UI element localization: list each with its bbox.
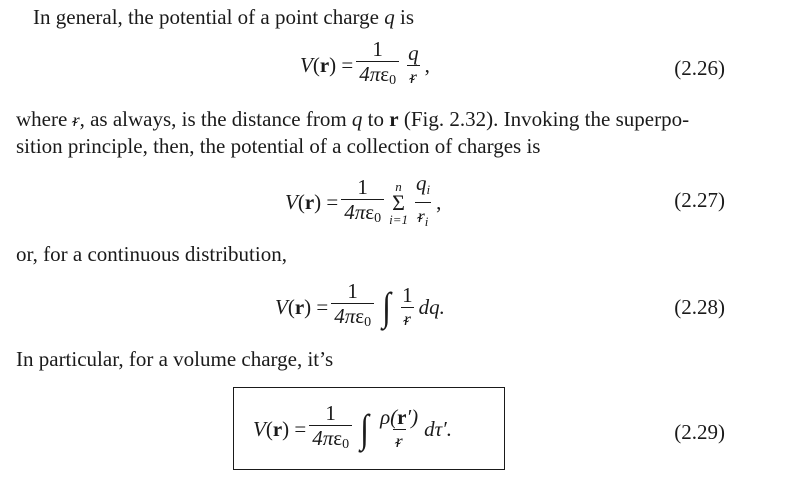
eq-lhs: V(r) =: [253, 416, 307, 441]
eq-number: (2.26): [674, 56, 725, 80]
paragraph-1-line-2: sition principle, then, the potential of a collection of charges is: [16, 134, 541, 158]
eq-lhs: V(r) =: [275, 294, 329, 319]
equation-2-29: V(r) = $\frac{1}{4\pi\varepsilon 0}$ ∫ $\frac{\rho(r')}{\text{ᵲ}}$ dτ′.: [253, 402, 452, 456]
summation-symbol: n Σ i=1: [389, 178, 408, 227]
fraction: $\frac{q_i}{ᵲ_i}$: [413, 172, 433, 233]
fraction: $\frac{1}{4\pi\varepsilon 0}$: [356, 38, 399, 92]
fraction: $\frac{1}{4\pi\varepsilon 0}$: [309, 402, 352, 456]
eq-number: (2.27): [674, 188, 725, 212]
eq-lhs: V(r) =: [285, 190, 339, 214]
fraction: $\frac{\rho(r')}{\text{ᵲ}}$: [380, 404, 419, 452]
integral-symbol: ∫: [382, 284, 391, 329]
paragraph-1-line-1: where ᵲ, as always, is the distance from q to r (Fig. 2.32). Invoking the superpo-: [16, 107, 690, 131]
eq-lhs: V(r) =: [300, 52, 354, 77]
intro-text: In general, the potential of a point charge q is: [33, 5, 414, 29]
fraction: $\frac{1}{4\pi\varepsilon 0}$: [341, 176, 384, 230]
equation-2-28: V(r) = $\frac{1}{4\pi\varepsilon 0}$ ∫ $\frac{1}{\text{ᵲ}}$ dq.: [275, 280, 445, 334]
eq-number: (2.29): [674, 420, 725, 444]
equation-2-27: V(r) = $\frac{1}{4\pi\varepsilon 0}$ n Σ i=1 $\frac{q_i}{ᵲ_i}$ ,: [285, 172, 441, 233]
equation-2-26: V(r) = $\frac{1}{4\pi\varepsilon 0}$ $\frac{q}{\text{ᵲ}}$ ,: [300, 38, 430, 92]
integral-symbol: ∫: [360, 406, 369, 451]
paragraph-2: or, for a continuous distribution,: [16, 242, 287, 266]
eq-number: (2.28): [674, 295, 725, 319]
paragraph-3: In particular, for a volume charge, it’s: [16, 347, 334, 371]
fraction: $\frac{q}{\text{ᵲ}}$: [408, 40, 419, 88]
fraction: $\frac{1}{\text{ᵲ}}$: [402, 282, 413, 330]
fraction: $\frac{1}{4\pi\varepsilon 0}$: [331, 280, 374, 334]
